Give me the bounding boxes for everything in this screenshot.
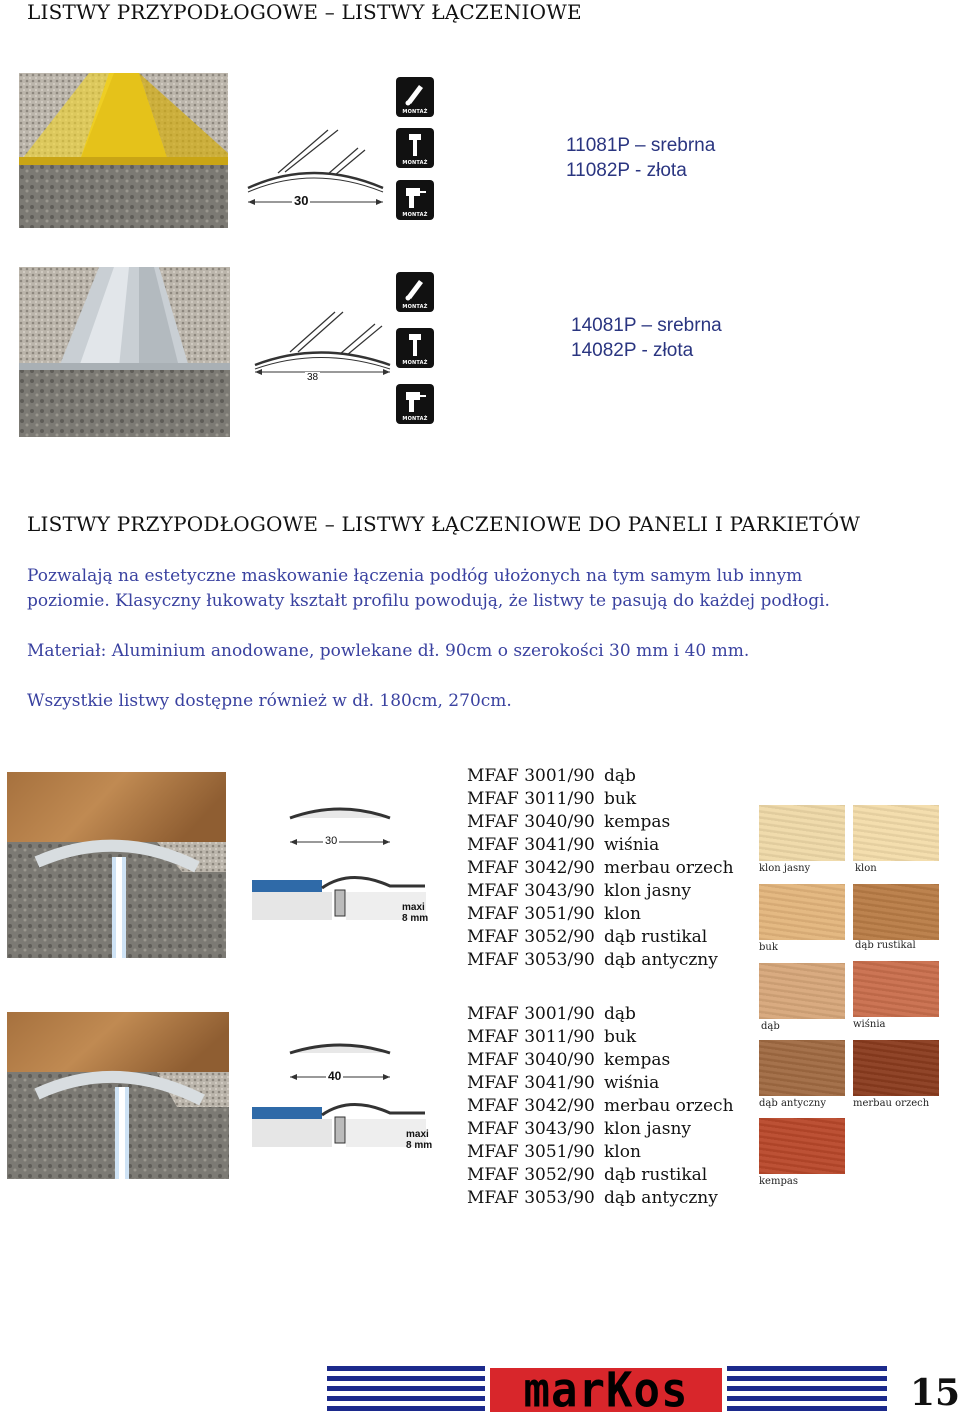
item-name: klon jasny — [604, 881, 692, 901]
product1-codes — [566, 133, 715, 183]
product3-max-label-1: maxi — [402, 902, 425, 913]
list-item — [467, 926, 734, 949]
product4-dimension: 40 — [328, 1069, 342, 1083]
list-item — [467, 1095, 734, 1118]
swatch-klon-jasny — [759, 805, 845, 861]
item-code: MFAF 3041/90 — [467, 1073, 595, 1093]
list-item — [467, 1141, 734, 1164]
product1-photo — [19, 73, 228, 228]
item-code: MFAF 3042/90 — [467, 1096, 595, 1116]
list-item — [467, 765, 734, 788]
product3-max-label-2: 8 mm — [402, 913, 429, 924]
item-code: MFAF 3052/90 — [467, 1165, 595, 1185]
product2-code-silver: 14081P – srebrna — [571, 315, 722, 336]
glue-icon — [396, 272, 434, 312]
swatch-label: kempas — [759, 1176, 798, 1187]
screw-icon — [396, 328, 434, 368]
screw-icon-label: MONTAŻ — [402, 160, 428, 166]
swatch-label: dąb rustikal — [855, 940, 916, 951]
screw-icon-label: MONTAŻ — [402, 360, 428, 366]
product4-photo — [7, 1012, 229, 1179]
list-item — [467, 1118, 734, 1141]
product2-code-gold: 14082P - złota — [571, 340, 694, 361]
list-item — [467, 811, 734, 834]
logo-text: marKos — [523, 1361, 689, 1416]
product4-max-label-2: 8 mm — [406, 1140, 433, 1151]
item-name: dąb — [604, 1004, 636, 1024]
glue-icon-label: MONTAŻ — [402, 304, 428, 310]
section2-material: Materiał: Aluminium anodowane, powlekane dł. 90cm o szerokości 30 mm i 40 mm. — [27, 641, 750, 661]
list-item — [467, 880, 734, 903]
item-name: klon — [604, 904, 641, 924]
product1-code-gold: 11082P - złota — [566, 160, 687, 181]
item-name: dąb rustikal — [604, 927, 708, 947]
list-item — [467, 1164, 734, 1187]
item-name: dąb antyczny — [604, 1188, 718, 1208]
item-name: wiśnia — [604, 835, 660, 855]
drill-icon-label: MONTAŻ — [402, 416, 428, 422]
item-code: MFAF 3011/90 — [467, 789, 595, 809]
markos-logo — [490, 1361, 722, 1416]
product2-codes — [571, 313, 722, 363]
item-code: MFAF 3041/90 — [467, 835, 595, 855]
swatch-label: buk — [759, 942, 778, 953]
list-item — [467, 788, 734, 811]
item-code: MFAF 3011/90 — [467, 1027, 595, 1047]
item-name: buk — [604, 789, 637, 809]
list-item — [467, 1026, 734, 1049]
swatch-label: dąb — [761, 1021, 780, 1032]
item-name: klon — [604, 1142, 641, 1162]
swatch-merbau-orzech — [853, 1040, 939, 1096]
item-name: dąb — [604, 766, 636, 786]
swatch-label: wiśnia — [853, 1019, 886, 1030]
swatch-dab — [759, 963, 845, 1019]
product3-list — [467, 765, 734, 972]
section2-desc-line2: poziomie. Klasyczny łukowaty kształt profilu powodują, że listwy te pasują do każdej podłogi. — [27, 591, 830, 611]
section2-desc-line1: Pozwalają na estetyczne maskowanie łączenia podłóg ułożonych na tym samym lub innym — [27, 566, 803, 586]
item-code: MFAF 3043/90 — [467, 881, 595, 901]
item-code: MFAF 3043/90 — [467, 1119, 595, 1139]
list-item — [467, 1049, 734, 1072]
item-name: kempas — [604, 1050, 671, 1070]
item-name: buk — [604, 1027, 637, 1047]
page-number: 15 — [910, 1372, 960, 1414]
list-item — [467, 903, 734, 926]
drill-icon — [396, 180, 434, 220]
swatch-klon — [853, 805, 939, 861]
item-code: MFAF 3053/90 — [467, 950, 595, 970]
item-code: MFAF 3053/90 — [467, 1188, 595, 1208]
product4-max-label-1: maxi — [406, 1129, 429, 1140]
swatch-wisnia — [853, 961, 939, 1017]
item-code: MFAF 3001/90 — [467, 766, 595, 786]
section2-description — [27, 564, 830, 614]
glue-icon — [396, 77, 434, 117]
product2-photo — [19, 267, 230, 437]
product3-photo — [7, 772, 226, 958]
swatch-kempas — [759, 1118, 845, 1174]
swatch-label: dąb antyczny — [759, 1098, 826, 1109]
item-code: MFAF 3051/90 — [467, 904, 595, 924]
swatch-label: merbau orzech — [853, 1098, 930, 1109]
list-item — [467, 1187, 734, 1210]
list-item — [467, 949, 734, 972]
footer-stripes-left — [327, 1366, 485, 1416]
item-code: MFAF 3052/90 — [467, 927, 595, 947]
item-name: klon jasny — [604, 1119, 692, 1139]
item-code: MFAF 3001/90 — [467, 1004, 595, 1024]
item-code: MFAF 3040/90 — [467, 812, 595, 832]
page-title: LISTWY PRZYPODŁOGOWE – LISTWY ŁĄCZENIOWE — [27, 0, 582, 24]
product4-list — [467, 1003, 734, 1210]
glue-icon-label: MONTAŻ — [402, 109, 428, 115]
item-name: kempas — [604, 812, 671, 832]
section2-availability: Wszystkie listwy dostępne również w dł. 180cm, 270cm. — [27, 691, 512, 711]
item-code: MFAF 3040/90 — [467, 1050, 595, 1070]
item-name: dąb antyczny — [604, 950, 718, 970]
product3-dimension: 30 — [325, 835, 338, 847]
item-name: merbau orzech — [604, 858, 734, 878]
product2-dimension: 38 — [307, 372, 319, 383]
product1-profile-drawing — [243, 128, 393, 217]
product1-dimension: 30 — [294, 193, 309, 208]
screw-icon — [396, 128, 434, 168]
product2-profile-drawing — [250, 310, 400, 389]
list-item — [467, 1003, 734, 1026]
product4-max-label — [406, 1129, 432, 1151]
list-item — [467, 1072, 734, 1095]
product1-code-silver: 11081P – srebrna — [566, 135, 716, 156]
item-code: MFAF 3051/90 — [467, 1142, 595, 1162]
drill-icon — [396, 384, 434, 424]
item-code: MFAF 3042/90 — [467, 858, 595, 878]
swatch-label: klon jasny — [759, 863, 811, 874]
swatch-dab-rustikal — [853, 884, 939, 940]
item-name: merbau orzech — [604, 1096, 734, 1116]
swatch-label: klon — [855, 863, 877, 874]
product4-profile-drawing — [250, 1035, 433, 1169]
swatch-buk — [759, 884, 845, 940]
item-name: wiśnia — [604, 1073, 660, 1093]
item-name: dąb rustikal — [604, 1165, 708, 1185]
product3-max-label — [402, 902, 428, 924]
swatch-dab-antyczny — [759, 1040, 845, 1096]
footer-stripes-right — [727, 1366, 887, 1416]
drill-icon-label: MONTAŻ — [402, 212, 428, 218]
list-item — [467, 834, 734, 857]
list-item — [467, 857, 734, 880]
section2-title: LISTWY PRZYPODŁOGOWE – LISTWY ŁĄCZENIOWE DO PANELI I PARKIETÓW — [27, 512, 861, 536]
